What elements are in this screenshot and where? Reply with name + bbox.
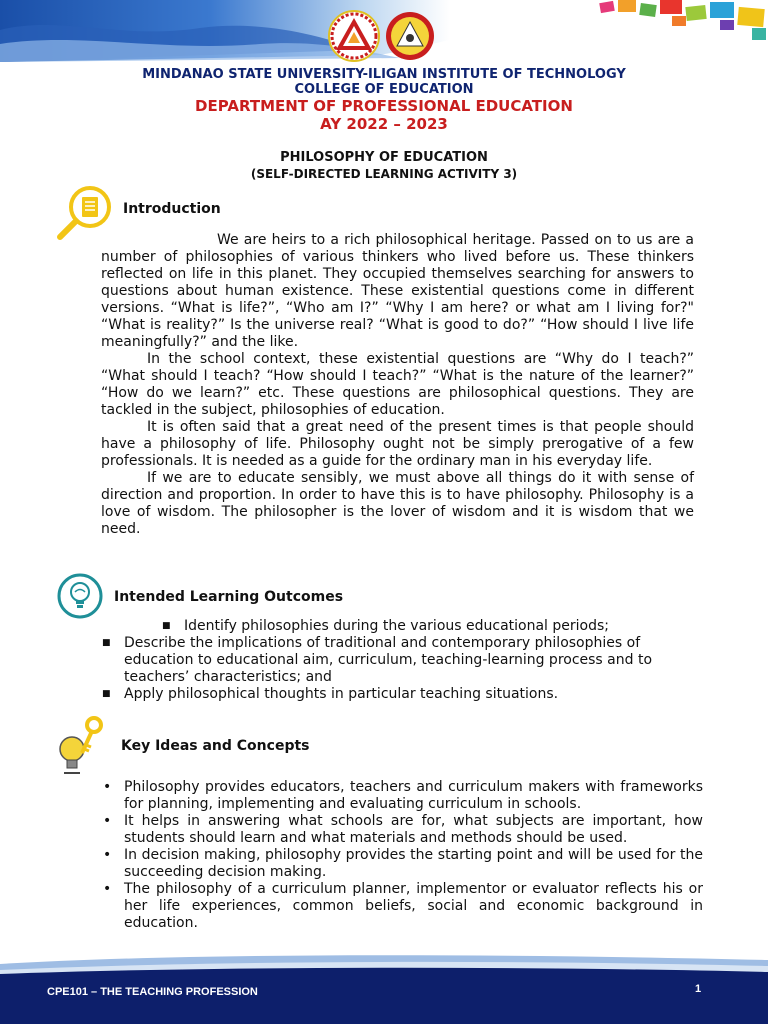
list-item: ■ Apply philosophical thoughts in particular teaching situations. [102, 686, 559, 702]
intro-paragraph: If we are to educate sensibly, we must above all things do it with sense of direction and proportion. In order to have this is to have philosophy. Philosophy is a love of wisdom. The philosopher is the lover of wisdom and it is wisdom that we need. [101, 470, 694, 537]
page-number: 1 [695, 983, 702, 995]
intro-paragraph: We are heirs to a rich philosophical heritage. Passed on to us are a number of philosophies of various thinkers who lived before us. These thinkers reflected on life in this planet. They occupied themselves searching for answers to questions about human existence. These existential questions come in different versions. “What is life?”, “Who am I?” “Why I am here? or what am I living for?" “What is reality?” Is the universe real? “What is good to do?” “How should I live life meaningfully?” and the like. [101, 232, 694, 350]
list-item: • In decision making, philosophy provides the starting point and will be used for the succeeding decision making. [103, 847, 703, 880]
outcomes-list [101, 618, 701, 703]
department-name: DEPARTMENT OF PROFESSIONAL EDUCATION [195, 97, 573, 115]
list-item: • It helps in answering what schools are for, what subjects are important, how students should learn and what materials and methods should be used. [103, 813, 703, 846]
document-title: PHILOSOPHY OF EDUCATION [280, 150, 488, 165]
university-name: MINDANAO STATE UNIVERSITY-ILIGAN INSTITUTE OF TECHNOLOGY [142, 67, 626, 82]
bullet-icon: • [103, 847, 112, 863]
university-logos [327, 10, 441, 62]
bullet-icon: • [103, 813, 112, 829]
intro-paragraph: It is often said that a great need of the present times is that people should have a philosophy of life. Philosophy ought not be simply prerogative of a few professionals. It is needed as a guide for the ordinary man in his everyday life. [101, 419, 694, 469]
list-item: ■ Identify philosophies during the various educational periods; [162, 618, 609, 634]
bullet-icon: • [103, 881, 112, 897]
intro-paragraph: In the school context, these existential questions are “Why do I teach?” “What should I teach? “How should I teach?” “What is the nature of the learner?” “How do we learn?” etc. These questions are philosophical questions. They are tackled in the subject, philosophies of education. [101, 351, 694, 418]
square-bullet-icon: ■ [102, 689, 111, 699]
list-item: ■ Describe the implications of traditional and contemporary philosophies of education to educational aim, curriculum, teaching-learning process and to teachers’ characteristics; and [102, 635, 653, 685]
bullet-icon: • [103, 779, 112, 795]
lightbulb-brain-icon [56, 573, 104, 623]
academic-year: AY 2022 – 2023 [320, 115, 448, 133]
list-item: • Philosophy provides educators, teachers and curriculum makers with frameworks for planning, implementing and evaluating curriculum in schools. [103, 779, 703, 812]
square-bullet-icon: ■ [162, 621, 171, 631]
seal-logos [327, 10, 441, 62]
square-bullet-icon: ■ [102, 638, 111, 648]
college-name: COLLEGE OF EDUCATION [294, 82, 474, 97]
outcomes-heading: Intended Learning Outcomes [114, 589, 344, 605]
key-ideas-heading: Key Ideas and Concepts [121, 738, 310, 754]
list-item: • The philosophy of a curriculum planner, implementor or evaluator reflects his or her life experiences, common beliefs, social and economic background in education. [103, 881, 703, 931]
introduction-body [101, 232, 694, 538]
document-subtitle: (SELF-DIRECTED LEARNING ACTIVITY 3) [250, 167, 518, 181]
lightbulb-key-icon [56, 713, 108, 779]
footer-course: CPE101 – THE TEACHING PROFESSION [47, 986, 258, 998]
key-ideas-list [101, 779, 703, 932]
introduction-heading: Introduction [123, 201, 221, 217]
